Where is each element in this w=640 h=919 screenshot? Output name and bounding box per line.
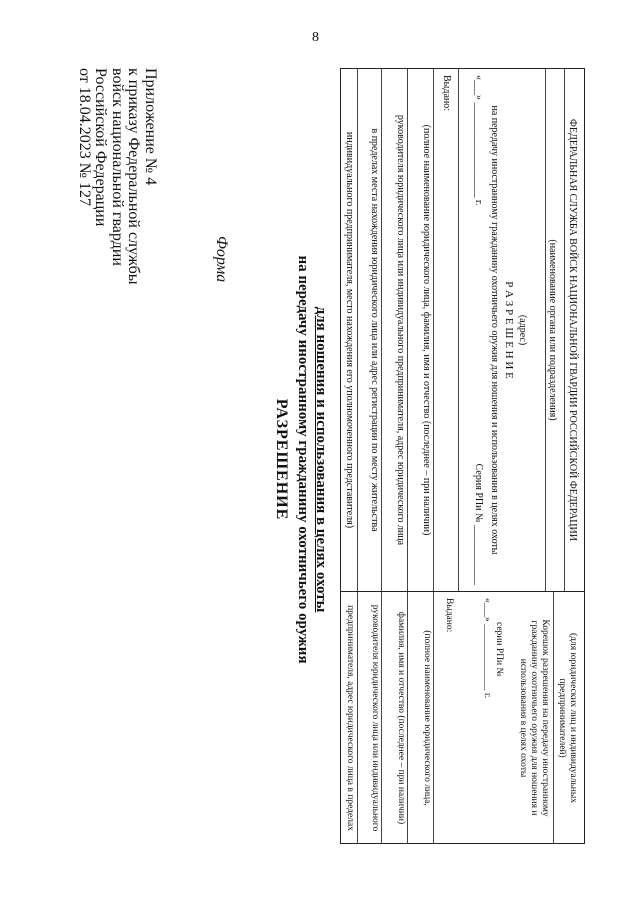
agency-name: ФЕДЕРАЛЬНАЯ СЛУЖБА ВОЙСК НАЦИОНАЛЬНОЙ ГВАРДИИ РОССИЙСКОЙ ФЕДЕРАЦИИ <box>567 119 578 541</box>
appendix-line: от 18.04.2023 № 127 <box>76 68 93 207</box>
issued-caption-4: индивидуального предпринимателя, место нахождения его уполномоченного представителя) <box>344 131 355 529</box>
issued-caption-1: (полное наименование юридического лица, фамилия, имя и отчество (последнее – при наличии) <box>421 124 432 536</box>
stub-header: (для юридических лиц и индивидуальных предпринимателей) <box>557 632 578 804</box>
org-caption: (наименование органа или подразделения) <box>547 239 558 421</box>
permit-stub-section <box>341 592 584 844</box>
divider <box>458 69 459 591</box>
permit-date: «___» ___________________ г. <box>473 75 484 206</box>
stub-caption-3: руководителя юридического лица или индивидуального <box>370 604 380 832</box>
form-label: Форма <box>213 236 230 283</box>
document-subtitle-underlined: для ношения и использования в целях охоты <box>313 306 329 613</box>
divider <box>433 69 434 591</box>
issued-label: Выдано: <box>441 75 452 112</box>
stub-body: Корешок разрешения на передачу иностранному гражданину охотничьего оружия для ношения и использования в целях охоты <box>518 619 550 817</box>
permit-word: Р А З Р Е Ш Е Н И Е <box>503 281 515 379</box>
divider <box>553 592 554 844</box>
stub-series: серии РПи № <box>494 622 504 677</box>
issued-caption-3: в пределах места нахождения юридического лица или адрес регистрации по месту жительства <box>369 128 380 532</box>
issued-caption-2: руководителя юридического лица или индивидуального предпринимателя, адрес юридического лица <box>395 114 406 546</box>
stub-caption-1: (полное наименование юридического лица, <box>422 630 432 806</box>
permit-form-frame <box>340 68 585 844</box>
address-caption: (адрес) <box>517 314 528 346</box>
divider <box>381 592 382 844</box>
stub-issued: Выдано: <box>444 598 454 633</box>
stub-caption-4: предпринимателя, адрес юридического лица в пределах <box>345 605 355 831</box>
appendix-line: Российской Федерации <box>92 68 110 227</box>
document-title: РАЗРЕШЕНИЕ <box>273 398 290 521</box>
divider <box>564 69 565 591</box>
permit-series: Серия РПи № ____________ <box>473 463 484 585</box>
divider <box>545 69 546 591</box>
stub-caption-2: фамилия, имя и отчество (последнее – при наличии) <box>396 611 406 825</box>
page-number: 8 <box>312 30 319 45</box>
stub-date: «___» ______________ г. <box>482 598 492 699</box>
divider <box>433 592 434 844</box>
appendix-line: к приказу Федеральной службы <box>125 68 143 285</box>
appendix-line: войск национальной гвардии <box>109 68 126 266</box>
appendix-block <box>76 68 159 308</box>
divider <box>407 69 408 591</box>
divider <box>357 592 358 844</box>
document-subtitle: на передачу иностранному гражданину охотничьего оружия <box>295 255 311 664</box>
permit-main-section <box>341 69 584 591</box>
divider <box>407 592 408 844</box>
divider <box>357 69 358 591</box>
appendix-line: Приложение № 4 <box>142 68 159 186</box>
divider <box>381 69 382 591</box>
permit-description: на передачу иностранному гражданину охотничьего оружия для ношения и использования в целях охоты <box>489 105 500 555</box>
